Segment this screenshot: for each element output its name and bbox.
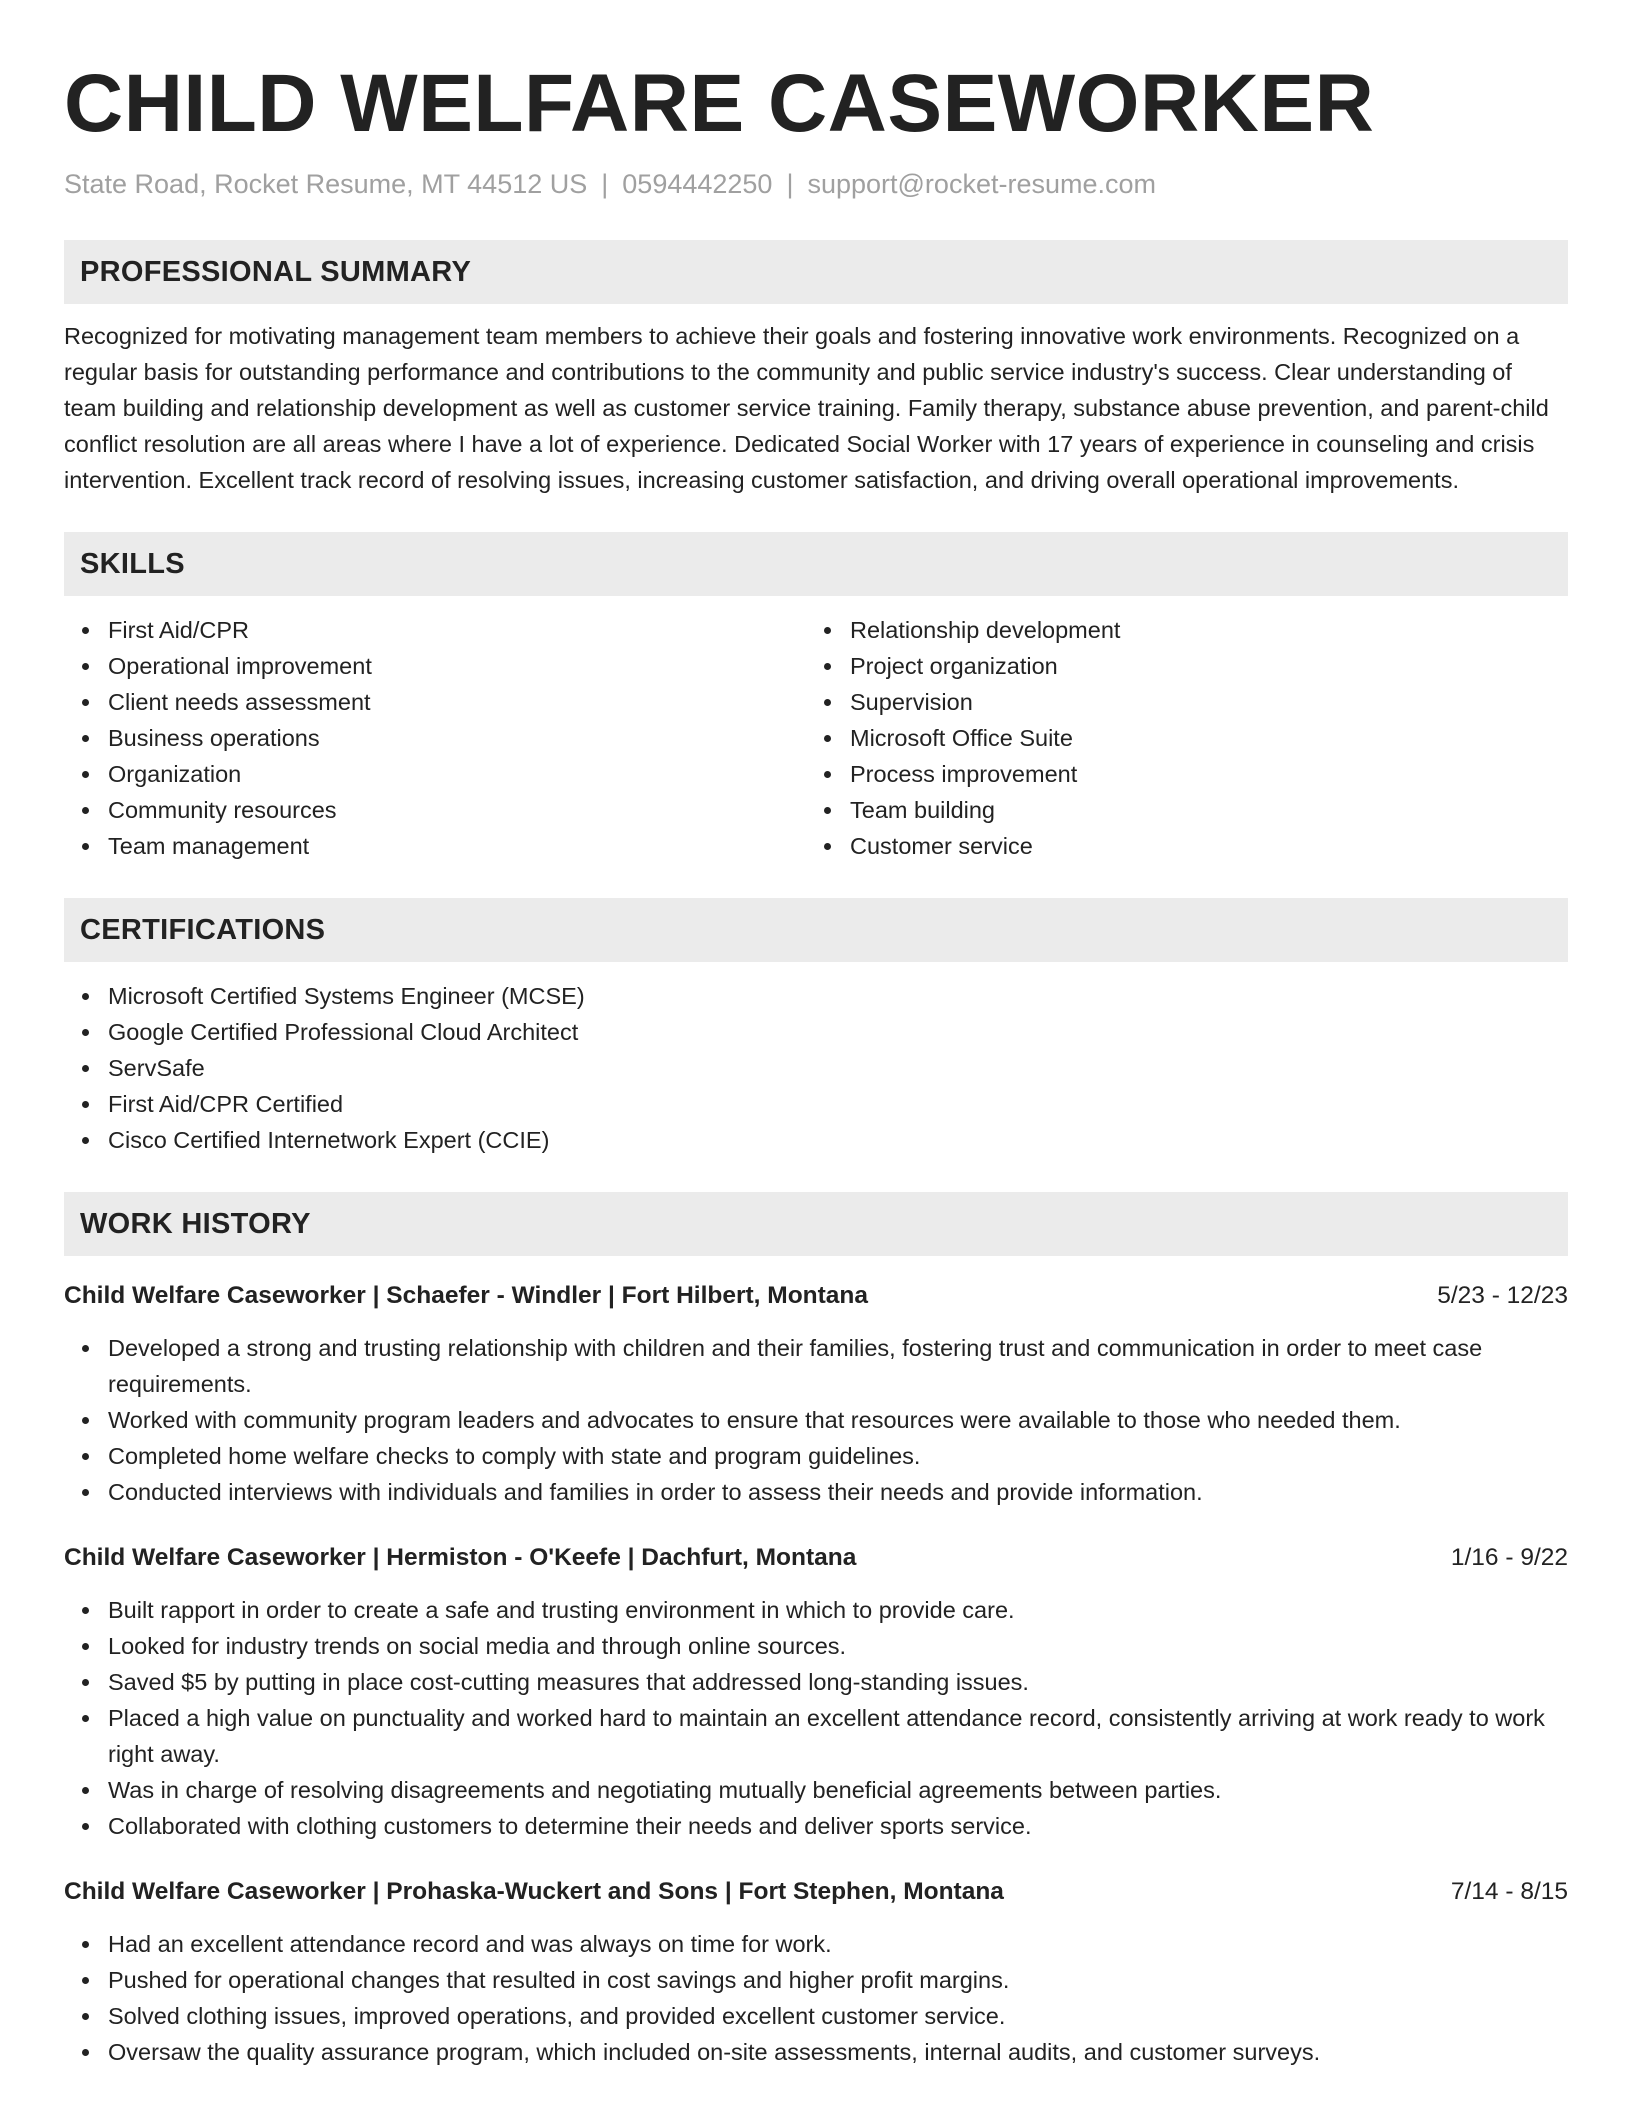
list-item: Supervision — [850, 684, 1548, 720]
job-entry — [64, 1540, 1568, 1844]
skills-column-right — [806, 612, 1548, 864]
list-item: Process improvement — [850, 756, 1548, 792]
list-item: Business operations — [108, 720, 806, 756]
resume-page — [64, 56, 1568, 2070]
contact-separator: | — [786, 169, 794, 199]
list-item: Looked for industry trends on social media and through online sources. — [108, 1628, 1568, 1664]
job-dates: 1/16 - 9/22 — [1450, 1544, 1568, 1571]
list-item: Had an excellent attendance record and was always on time for work. — [108, 1926, 1568, 1962]
section-heading-work-history: WORK HISTORY — [64, 1192, 1568, 1256]
contact-separator: | — [601, 169, 609, 199]
section-heading-summary: PROFESSIONAL SUMMARY — [64, 240, 1568, 304]
list-item: Solved clothing issues, improved operations, and provided excellent customer service. — [108, 1998, 1568, 2034]
list-item: Team management — [108, 828, 806, 864]
list-item: Team building — [850, 792, 1548, 828]
section-heading-certifications: CERTIFICATIONS — [64, 898, 1568, 962]
job-entry — [64, 1278, 1568, 1510]
job-dates: 7/14 - 8/15 — [1450, 1878, 1568, 1905]
job-dates: 5/23 - 12/23 — [1437, 1282, 1568, 1309]
contact-phone: 0594442250 — [622, 169, 773, 199]
summary-text: Recognized for motivating management team members to achieve their goals and fostering innovative work environments. Recognized on a regular basis for outstanding performance and contributions to the community and public service industry's success. Clear understanding of team building and relationship development as well as customer service training. Family therapy, substance abuse prevention, and parent-child conflict resolution are all areas where I have a lot of experience. Dedicated Social Worker with 17 years of experience in counseling and crisis intervention. Excellent track record of resolving issues, increasing customer satisfaction, and driving overall operational improvements. — [64, 323, 1549, 493]
list-item: Conducted interviews with individuals and families in order to assess their needs and provide information. — [108, 1474, 1568, 1510]
list-item: Microsoft Office Suite — [850, 720, 1548, 756]
work-history-list — [64, 1278, 1568, 2070]
list-item: Microsoft Certified Systems Engineer (MCSE) — [108, 978, 1568, 1014]
list-item: Collaborated with clothing customers to determine their needs and deliver sports service. — [108, 1808, 1568, 1844]
list-item: Community resources — [108, 792, 806, 828]
page-title: CHILD WELFARE CASEWORKER — [64, 58, 1375, 149]
list-item: Built rapport in order to create a safe and trusting environment in which to provide care. — [108, 1592, 1568, 1628]
skills-grid — [64, 612, 1568, 864]
list-item: First Aid/CPR — [108, 612, 806, 648]
contact-email: support@rocket-resume.com — [807, 169, 1156, 199]
certifications-list — [64, 978, 1568, 1158]
job-entry — [64, 1874, 1568, 2070]
list-item: Was in charge of resolving disagreements and negotiating mutually beneficial agreements between parties. — [108, 1772, 1568, 1808]
contact-line — [64, 166, 1568, 202]
section-heading-skills: SKILLS — [64, 532, 1568, 596]
job-bullets — [64, 1926, 1568, 2070]
job-title: Child Welfare Caseworker | Hermiston - O'Keefe | Dachfurt, Montana — [64, 1544, 857, 1571]
skills-list-left — [64, 612, 806, 864]
list-item: Pushed for operational changes that resulted in cost savings and higher profit margins. — [108, 1962, 1568, 1998]
list-item: Google Certified Professional Cloud Architect — [108, 1014, 1568, 1050]
list-item: Cisco Certified Internetwork Expert (CCIE) — [108, 1122, 1568, 1158]
job-header — [64, 1874, 1568, 1910]
job-header — [64, 1278, 1568, 1314]
list-item: Relationship development — [850, 612, 1548, 648]
job-bullets — [64, 1330, 1568, 1510]
list-item: First Aid/CPR Certified — [108, 1086, 1568, 1122]
list-item: Client needs assessment — [108, 684, 806, 720]
list-item: Operational improvement — [108, 648, 806, 684]
skills-column-left — [64, 612, 806, 864]
skills-list-right — [806, 612, 1548, 864]
list-item: Completed home welfare checks to comply with state and program guidelines. — [108, 1438, 1568, 1474]
job-bullets — [64, 1592, 1568, 1844]
contact-address: State Road, Rocket Resume, MT 44512 US — [64, 169, 588, 199]
list-item: Customer service — [850, 828, 1548, 864]
list-item: Saved $5 by putting in place cost-cutting measures that addressed long-standing issues. — [108, 1664, 1568, 1700]
list-item: Project organization — [850, 648, 1548, 684]
list-item: ServSafe — [108, 1050, 1568, 1086]
job-header — [64, 1540, 1568, 1576]
list-item: Oversaw the quality assurance program, which included on-site assessments, internal audits, and customer surveys. — [108, 2034, 1568, 2070]
job-title: Child Welfare Caseworker | Prohaska-Wuckert and Sons | Fort Stephen, Montana — [64, 1878, 1004, 1905]
list-item: Worked with community program leaders and advocates to ensure that resources were available to those who needed them. — [108, 1402, 1568, 1438]
job-title: Child Welfare Caseworker | Schaefer - Windler | Fort Hilbert, Montana — [64, 1282, 869, 1309]
list-item: Developed a strong and trusting relationship with children and their families, fostering trust and communication in order to meet case requirements. — [108, 1330, 1568, 1402]
list-item: Placed a high value on punctuality and worked hard to maintain an excellent attendance record, consistently arriving at work ready to work right away. — [108, 1700, 1568, 1772]
list-item: Organization — [108, 756, 806, 792]
